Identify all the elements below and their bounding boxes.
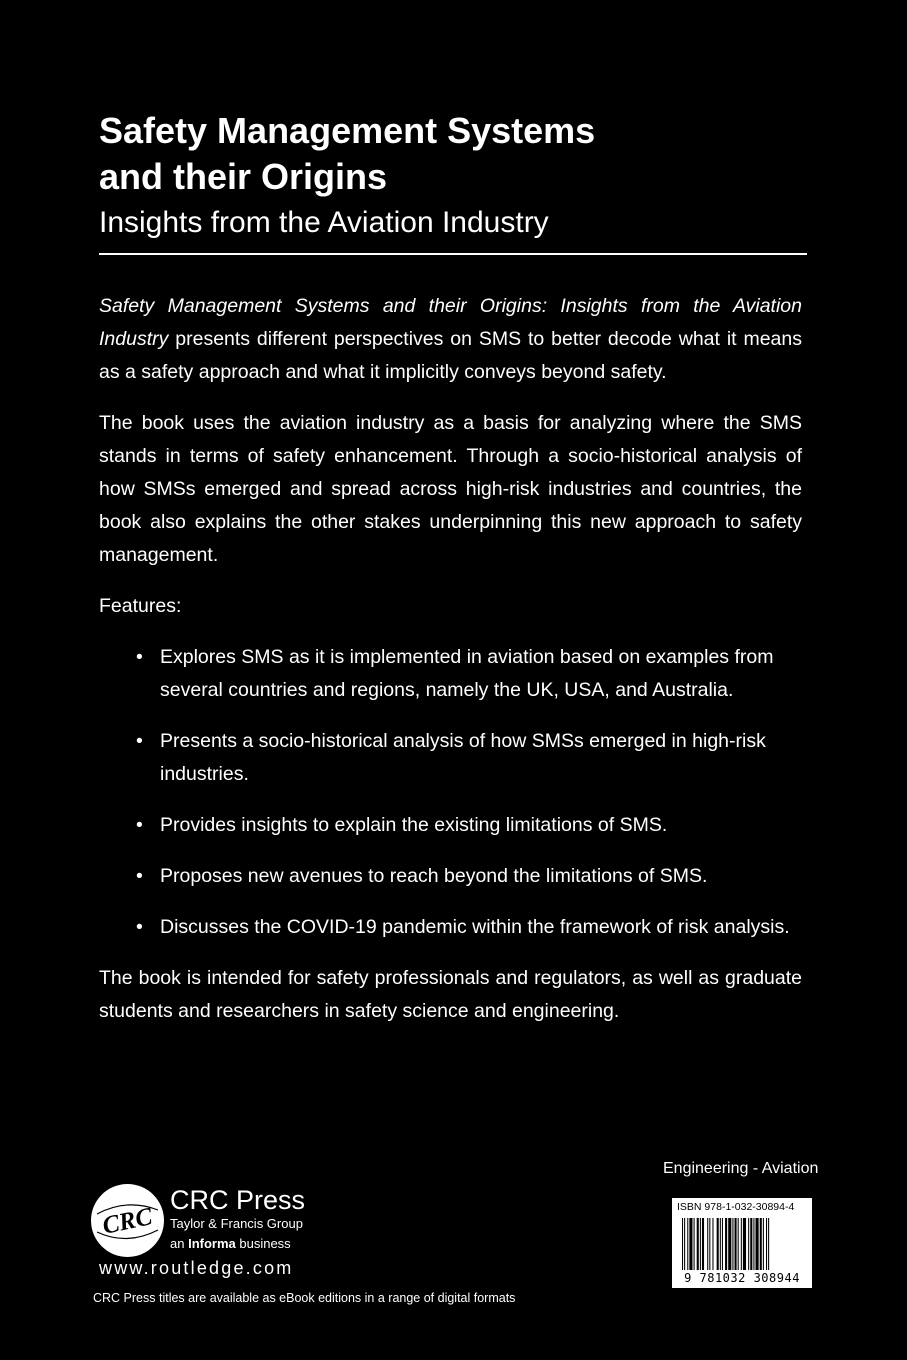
barcode-bar bbox=[750, 1218, 752, 1270]
barcode-bar bbox=[753, 1218, 754, 1270]
tagline-suffix: business bbox=[235, 1236, 291, 1251]
publisher-group: Taylor & Francis Group bbox=[170, 1216, 303, 1231]
book-subtitle: Insights from the Aviation Industry bbox=[99, 206, 549, 239]
barcode-bar bbox=[743, 1218, 746, 1270]
barcode-digits: 9 781032 308944 bbox=[684, 1271, 800, 1285]
closing-paragraph: The book is intended for safety professionals and regulators, as well as graduate students and researchers in safety science and engineering. bbox=[99, 967, 802, 1022]
logo-text: CRC bbox=[100, 1203, 155, 1240]
barcode-bar bbox=[735, 1218, 737, 1270]
barcode-bar bbox=[694, 1218, 695, 1270]
barcode-bar bbox=[709, 1218, 710, 1270]
ebook-note: CRC Press titles are available as eBook editions in a range of digital formats bbox=[93, 1291, 516, 1305]
feature-item bbox=[99, 911, 802, 944]
barcode-bar bbox=[725, 1218, 727, 1270]
barcode-bar bbox=[700, 1218, 701, 1270]
feature-text: Presents a socio-historical analysis of how SMSs emerged in high-risk industries. bbox=[160, 730, 766, 785]
description bbox=[99, 290, 802, 1046]
barcode-bars bbox=[682, 1218, 802, 1270]
feature-item bbox=[99, 809, 802, 842]
barcode-bar bbox=[707, 1218, 708, 1270]
isbn-barcode bbox=[672, 1198, 812, 1288]
barcode-bar bbox=[722, 1218, 723, 1270]
features-list bbox=[99, 641, 802, 944]
intro-italic-title: Safety Management Systems and their Origins: Insights from the Aviation Industry bbox=[99, 295, 802, 350]
barcode-bar bbox=[766, 1218, 767, 1270]
barcode-bar bbox=[689, 1218, 692, 1270]
title-line-1: Safety Management Systems bbox=[99, 110, 596, 151]
feature-text: Proposes new avenues to reach beyond the limitations of SMS. bbox=[160, 865, 708, 887]
subject-category: Engineering - Aviation bbox=[663, 1160, 819, 1177]
barcode-bar bbox=[768, 1218, 769, 1270]
barcode-bar bbox=[763, 1218, 764, 1270]
feature-item bbox=[99, 641, 802, 707]
publisher-name: CRC Press bbox=[170, 1185, 306, 1215]
intro-paragraph bbox=[99, 290, 802, 389]
title-line-2: and their Origins bbox=[99, 156, 388, 197]
barcode-bar bbox=[732, 1218, 733, 1270]
barcode-bar bbox=[741, 1218, 742, 1270]
title-divider bbox=[99, 253, 807, 255]
paragraph-2: The book uses the aviation industry as a basis for analyzing where the SMS stands in terms of safety enhancement. Through a socio-historical analysis of how SMSs emerged and spread across high-risk industries and countries, the book also explains the other stakes underpinning this new approach to safety management. bbox=[99, 412, 802, 566]
feature-text: Provides insights to explain the existing limitations of SMS. bbox=[160, 814, 668, 836]
crc-logo-mark bbox=[91, 1184, 164, 1257]
website-link[interactable]: www.routledge.com bbox=[99, 1258, 294, 1278]
barcode-bar bbox=[697, 1218, 699, 1270]
feature-text: Explores SMS as it is implemented in aviation based on examples from several countries and regions, namely the UK, USA, and Australia. bbox=[160, 646, 774, 701]
bullet-icon: • bbox=[136, 814, 143, 836]
barcode-bar bbox=[756, 1218, 759, 1270]
barcode-bar bbox=[717, 1218, 719, 1270]
bullet-icon: • bbox=[136, 730, 143, 752]
feature-text: Discusses the COVID-19 pandemic within the framework of risk analysis. bbox=[160, 916, 790, 938]
tagline-prefix: an bbox=[170, 1236, 189, 1251]
barcode-bar bbox=[760, 1218, 762, 1270]
bullet-icon: • bbox=[136, 865, 143, 887]
tagline-bold: Informa bbox=[188, 1236, 236, 1251]
crc-logo bbox=[91, 1184, 164, 1257]
barcode-bar bbox=[728, 1218, 731, 1270]
feature-item bbox=[99, 725, 802, 791]
bullet-icon: • bbox=[136, 646, 143, 668]
barcode-bar bbox=[712, 1218, 713, 1270]
feature-item bbox=[99, 860, 802, 893]
barcode-bar bbox=[702, 1218, 704, 1270]
publisher-tagline bbox=[170, 1235, 291, 1252]
features-label: Features: bbox=[99, 595, 182, 617]
book-title bbox=[99, 108, 819, 200]
barcode-bar bbox=[684, 1218, 685, 1270]
barcode-bar bbox=[682, 1218, 683, 1270]
isbn-number: ISBN 978-1-032-30894-4 bbox=[677, 1201, 795, 1213]
bullet-icon: • bbox=[136, 916, 143, 938]
barcode-bar bbox=[748, 1218, 749, 1270]
intro-rest: presents different perspectives on SMS to better decode what it means as a safety approach and what it implicitly conveys beyond safety. bbox=[99, 328, 802, 383]
barcode-bar bbox=[738, 1218, 739, 1270]
barcode-bar bbox=[720, 1218, 721, 1270]
barcode-bar bbox=[687, 1218, 688, 1270]
